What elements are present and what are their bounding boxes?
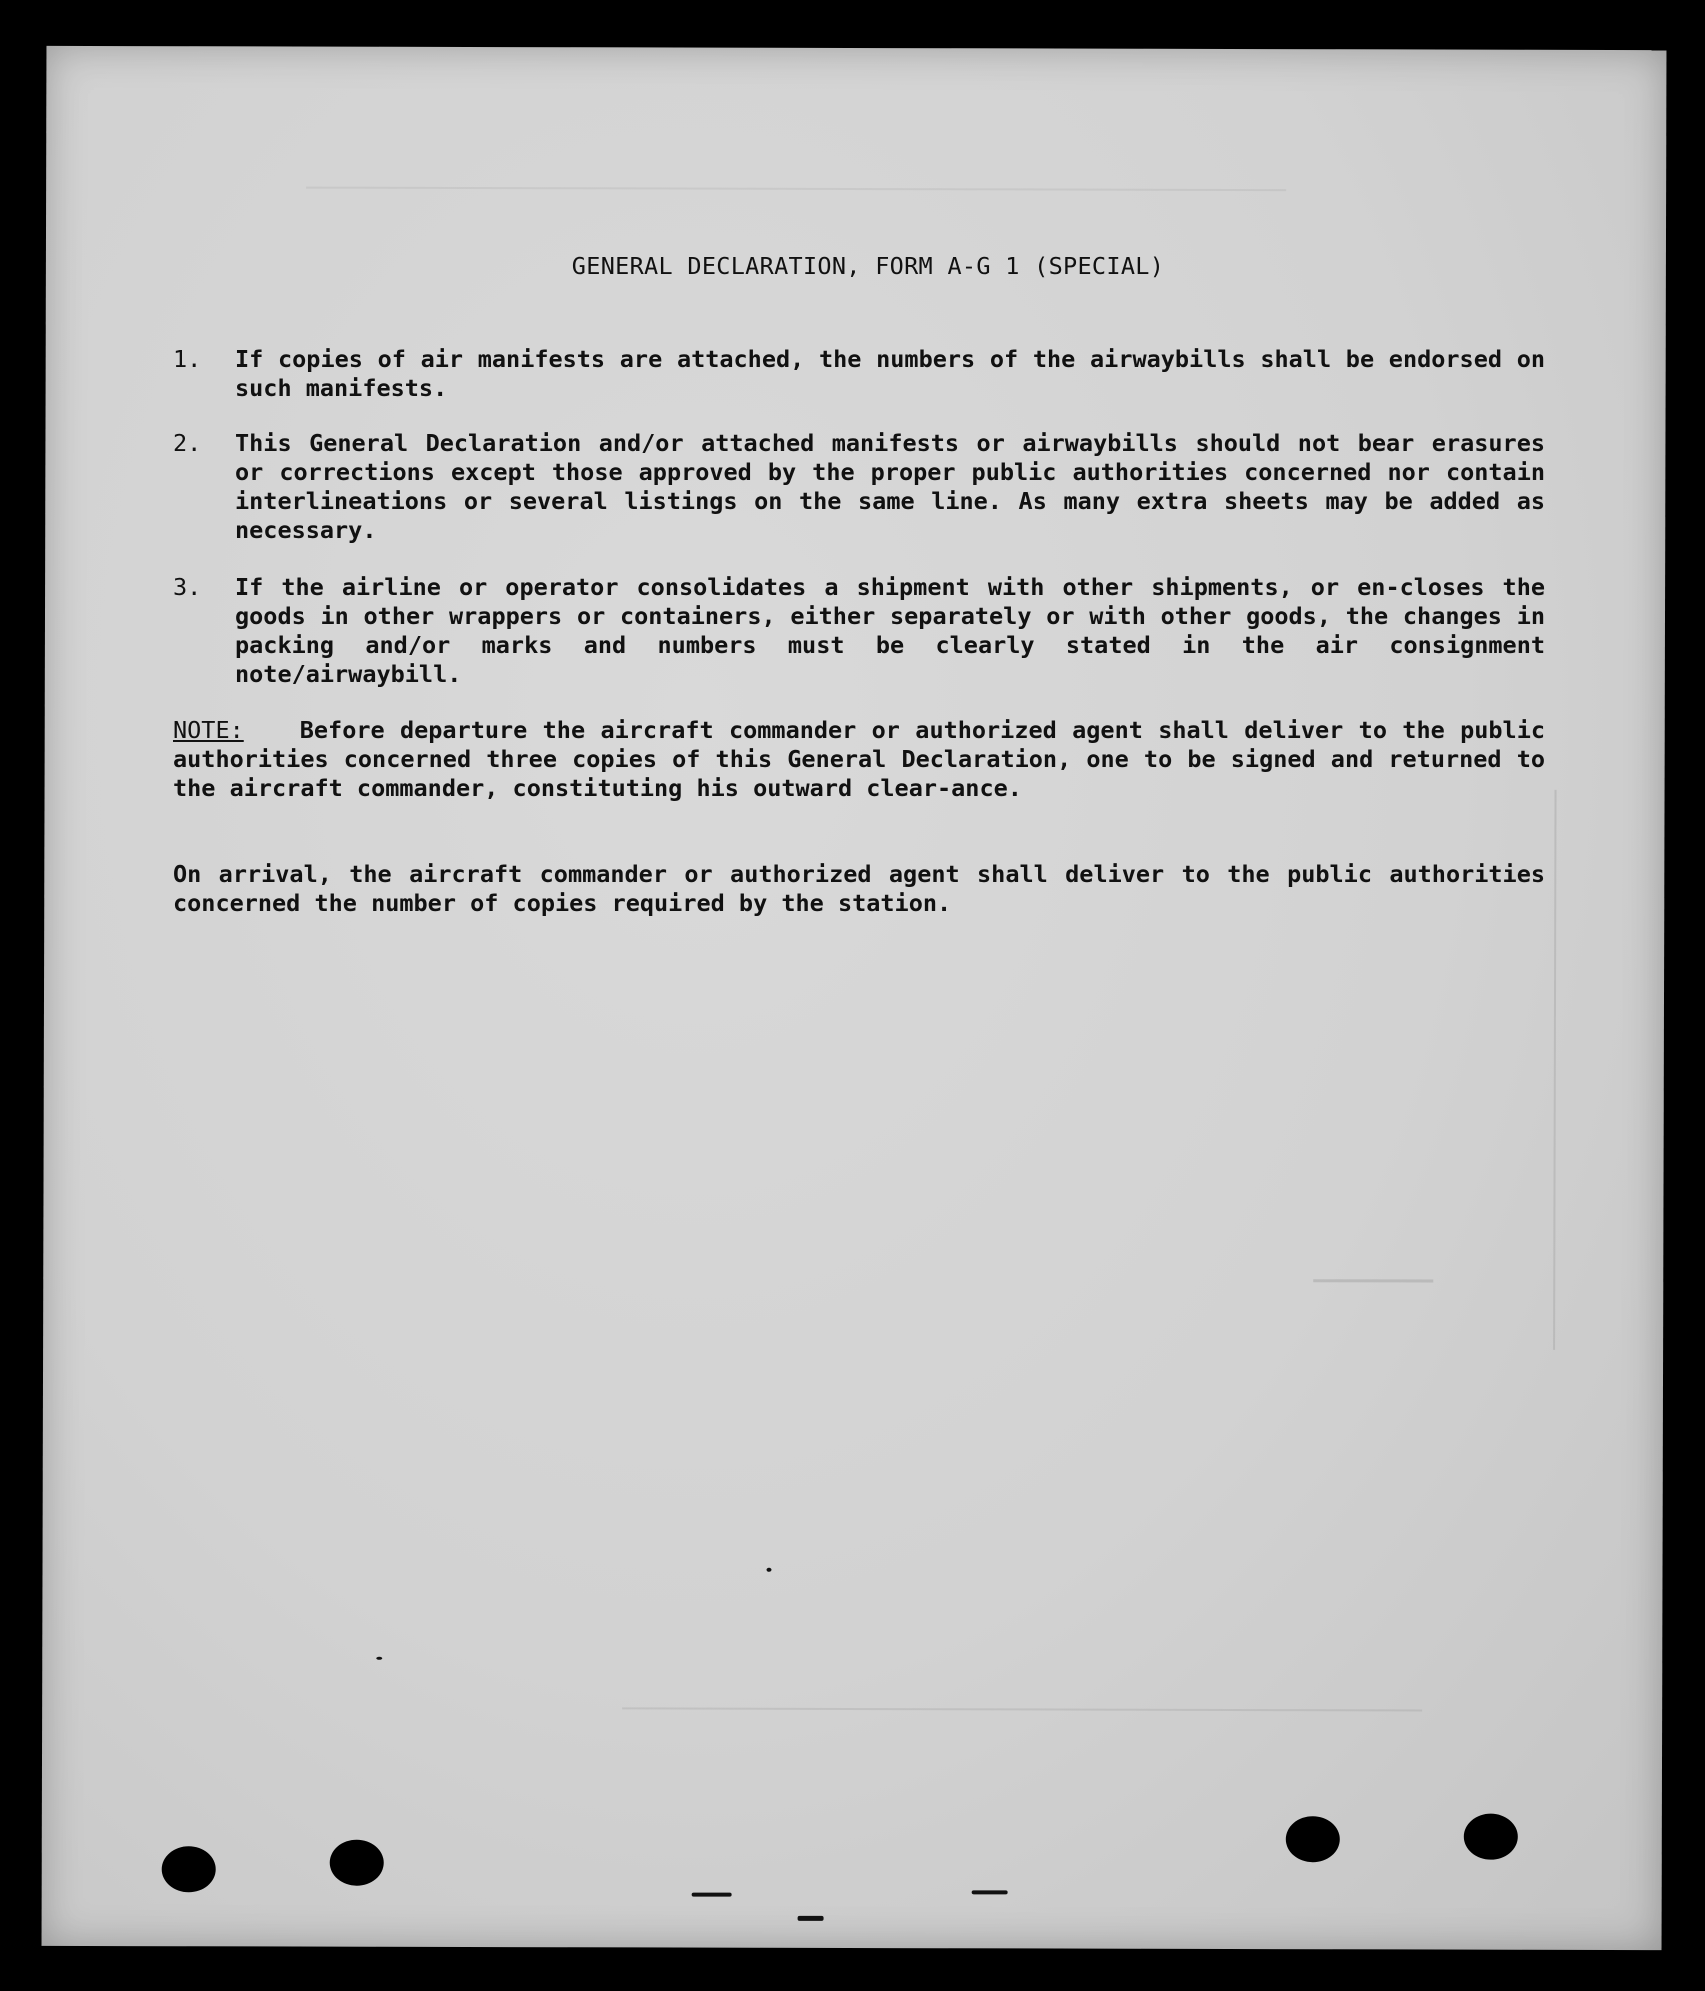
item-number: 1. [173,345,202,373]
bleed-through-mark [622,1707,1422,1751]
item-number: 3. [173,573,202,601]
punch-hole [1286,1816,1340,1862]
bleed-through-mark [1313,1229,1433,1282]
bleed-through-mark [306,157,1286,192]
item-text: If the airline or operator consolidates a shipment with other shipments, or en-closes the goods in other wrappers or containers, either separately or with other goods, the changes in packing and/or marks and numbers must be clearly stated in the air consignment note/airwaybill. [235,573,1545,688]
item-text: This General Declaration and/or attached manifests or airwaybills should not bear erasures or corrections except those approved by the proper public authorities concerned nor contain interlineations or several listings on the same line. As many extra sheets may be added as necessary. [235,429,1545,544]
punch-hole [1464,1814,1518,1860]
dust-speck [766,1568,771,1572]
bleed-through-mark [1553,790,1556,1350]
dust-speck [972,1890,1008,1894]
item-number: 2. [173,429,202,457]
dust-speck [692,1893,732,1897]
note-paragraph [173,716,1545,803]
note-text: Before departure the aircraft commander or authorized agent shall deliver to the public authorities concerned three copies of this General Declaration, one to be signed and returned to the aircraft commander, constituting his outward clear-ance. [173,716,1545,802]
dust-speck [376,1657,382,1660]
instruction-item [173,429,1545,545]
instruction-item [173,573,1545,689]
arrival-paragraph: On arrival, the aircraft commander or authorized agent shall deliver to the public authorities concerned the number of copies required by the station. [173,860,1545,917]
punch-hole [162,1846,216,1892]
dust-speck [798,1916,824,1921]
paper-sheet [42,46,1667,1950]
punch-hole [330,1840,384,1886]
note-label: NOTE: [173,716,244,744]
page-title: GENERAL DECLARATION, FORM A-G 1 (SPECIAL) [571,252,1165,280]
item-text: If copies of air manifests are attached, the numbers of the airwaybills shall be endorsed on such manifests. [235,345,1545,402]
instruction-item [173,345,1545,403]
